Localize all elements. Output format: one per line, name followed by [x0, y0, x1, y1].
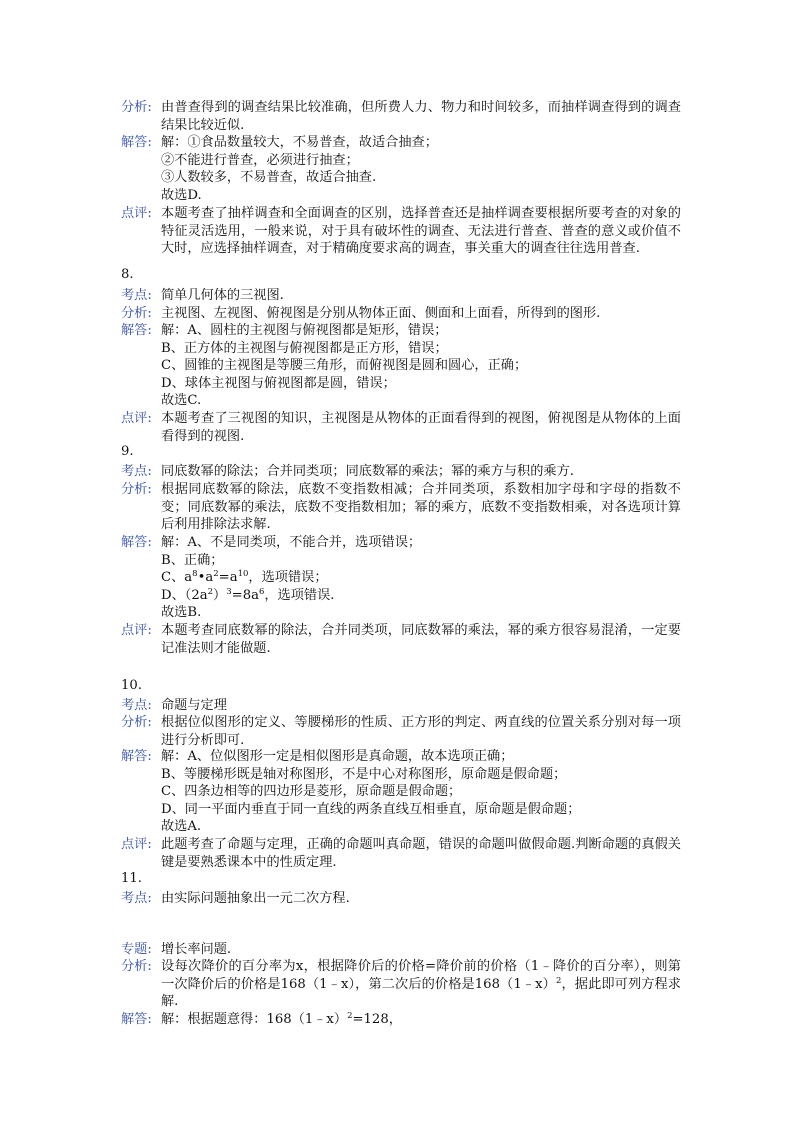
kaodian-text: 同底数幂的除法；合并同类项；同底数幂的乘法；幂的乘方与积的乘方. [161, 464, 575, 479]
q11-zhuanti [121, 941, 681, 959]
q10-kaodian [121, 697, 681, 715]
dianping-text: 本题考查同底数幂的除法，合并同类项，同底数幂的乘法，幂的乘方很容易混淆，一定要记准法则才能做题. [161, 623, 681, 656]
jieda-line-formula-c: C、$a^8•a^2=a^{10}$，选项错误； [161, 569, 328, 585]
dianping-text: 此题考查了命题与定理，正确的命题叫真命题，错误的命题叫做假命题.判断命题的真假关键是要熟悉课本中的性质定理. [161, 837, 681, 870]
jieda-label: 解答: [121, 1012, 152, 1027]
jieda-line: 解：A、不是同类项，不能合并，选项错误； [161, 535, 422, 550]
jieda-line-formula: 解：根据题意得：168（1﹣x）$^2$=128， [161, 1011, 402, 1027]
jieda-line: 解：A、位似图形一定是相似图形是真命题，故本选项正确； [161, 749, 514, 764]
fenxi-label: 分析: [121, 482, 152, 497]
fenxi-text: 设每次降价的百分率为x，根据降价后的价格=降价前的价格（1﹣降价的百分率），则第一次降价后的价格是168（1﹣x），第二次后的价格是168（1﹣x）$^2$，据此即可列方程求解. [161, 959, 681, 1009]
q7-dianping [121, 205, 681, 258]
question-number: 9. [121, 444, 134, 459]
fenxi-text: 主视图、左视图、俯视图是分别从物体正面、侧面和上面看，所得到的图形. [161, 306, 601, 321]
question-number: 8. [121, 267, 134, 282]
q7-jieda [121, 134, 681, 204]
zhuanti-label: 专题: [121, 942, 152, 957]
jieda-body [161, 748, 681, 836]
kaodian-label: 考点: [121, 891, 152, 906]
jieda-label: 解答: [121, 323, 152, 338]
q11-kaodian [121, 890, 681, 908]
q8-fenxi [121, 305, 681, 323]
q10-dianping [121, 836, 681, 871]
jieda-body [161, 322, 681, 410]
q8-jieda [121, 322, 681, 410]
dianping-text: 本题考查了抽样调查和全面调查的区别，选择普查还是抽样调查要根据所要考查的对象的特征灵活选用，一般来说，对于具有破坏性的调查、无法进行普查、普查的意义或价值不大时，应选择抽样调查，对于精确度要求高的调查，事关重大的调查往往选用普查. [161, 206, 681, 256]
dianping-label: 点评: [121, 623, 152, 638]
q7-fenxi [121, 99, 681, 134]
jieda-line: B、等腰梯形既是轴对称图形，不是中心对称图形，原命题是假命题； [161, 766, 567, 782]
jieda-line: ③人数较多，不易普查，故适合抽查. [161, 170, 377, 185]
jieda-body [161, 134, 681, 204]
jieda-line: 故选A. [161, 819, 202, 834]
kaodian-text: 由实际问题抽象出一元二次方程. [161, 891, 350, 906]
fenxi-label: 分析: [121, 100, 152, 115]
fenxi-label: 分析: [121, 306, 152, 321]
kaodian-label: 考点: [121, 288, 152, 303]
question-number: 10. [121, 678, 142, 693]
fenxi-text: 根据同底数幂的除法，底数不变指数相减；合并同类项，系数相加字母和字母的指数不变；同底数幂的乘法，底数不变指数相加；幂的乘方，底数不变指数相乘，对各选项计算后利用排除法求解. [161, 482, 681, 532]
fenxi-text: 根据位似图形的定义、等腰梯形的性质、正方形的判定、两直线的位置关系分别对每一项进行分析即可. [161, 715, 681, 748]
kaodian-label: 考点: [121, 698, 152, 713]
kaodian-text: 简单几何体的三视图. [161, 288, 284, 303]
jieda-label: 解答: [121, 749, 152, 764]
jieda-line: 故选D. [161, 187, 202, 203]
jieda-line: B、正方体的主视图与俯视图都是正方形，错误； [161, 340, 448, 356]
jieda-line: 解：①食品数量较大，不易普查，故适合抽查； [161, 135, 438, 150]
kaodian-text: 命题与定理 [161, 698, 227, 713]
q8-dianping [121, 410, 681, 445]
jieda-line: D、同一平面内垂直于同一直线的两条直线互相垂直，原命题是假命题； [161, 801, 581, 817]
jieda-line: 故选C. [161, 393, 202, 408]
q11-fenxi [121, 958, 681, 1011]
dianping-text: 本题考查了三视图的知识，主视图是从物体的正面看得到的视图，俯视图是从物体的上面看得到的视图. [161, 411, 681, 444]
fenxi-label: 分析: [121, 715, 152, 730]
fenxi-text: 由普查得到的调查结果比较准确，但所费人力、物力和时间较多，而抽样调查得到的调查结果比较近似. [161, 100, 681, 133]
q10-jieda [121, 748, 681, 836]
jieda-label: 解答: [121, 135, 152, 150]
jieda-label: 解答: [121, 535, 152, 550]
q10-fenxi [121, 714, 681, 749]
q9-fenxi [121, 481, 681, 534]
q11-jieda [121, 1011, 681, 1029]
jieda-line: ②不能进行普查，必须进行抽查； [161, 152, 359, 168]
q9-dianping [121, 622, 681, 657]
jieda-line-formula-d: D、$(2a^2)^3=8a^6$，选项错误. [161, 586, 335, 603]
fenxi-label: 分析: [121, 959, 152, 974]
zhuanti-text: 增长率问题. [161, 942, 232, 957]
kaodian-label: 考点: [121, 464, 152, 479]
jieda-line: C、圆锥的主视图是等腰三角形，而俯视图是圆和圆心，正确； [161, 358, 528, 373]
dianping-label: 点评: [121, 411, 152, 426]
dianping-label: 点评: [121, 837, 152, 852]
question-number: 11. [121, 871, 142, 886]
q8-kaodian [121, 287, 681, 305]
jieda-line: 故选B. [161, 605, 202, 620]
jieda-line: B、正确； [161, 552, 224, 568]
jieda-line: D、球体主视图与俯视图都是圆，错误； [161, 375, 396, 391]
jieda-line: 解：A、圆柱的主视图与俯视图都是矩形，错误； [161, 323, 448, 338]
q9-kaodian [121, 463, 681, 481]
q9-jieda [121, 534, 681, 622]
jieda-line: C、四条边相等的四边形是菱形，原命题是假命题； [161, 784, 462, 799]
dianping-label: 点评: [121, 206, 152, 221]
jieda-body [161, 534, 681, 622]
